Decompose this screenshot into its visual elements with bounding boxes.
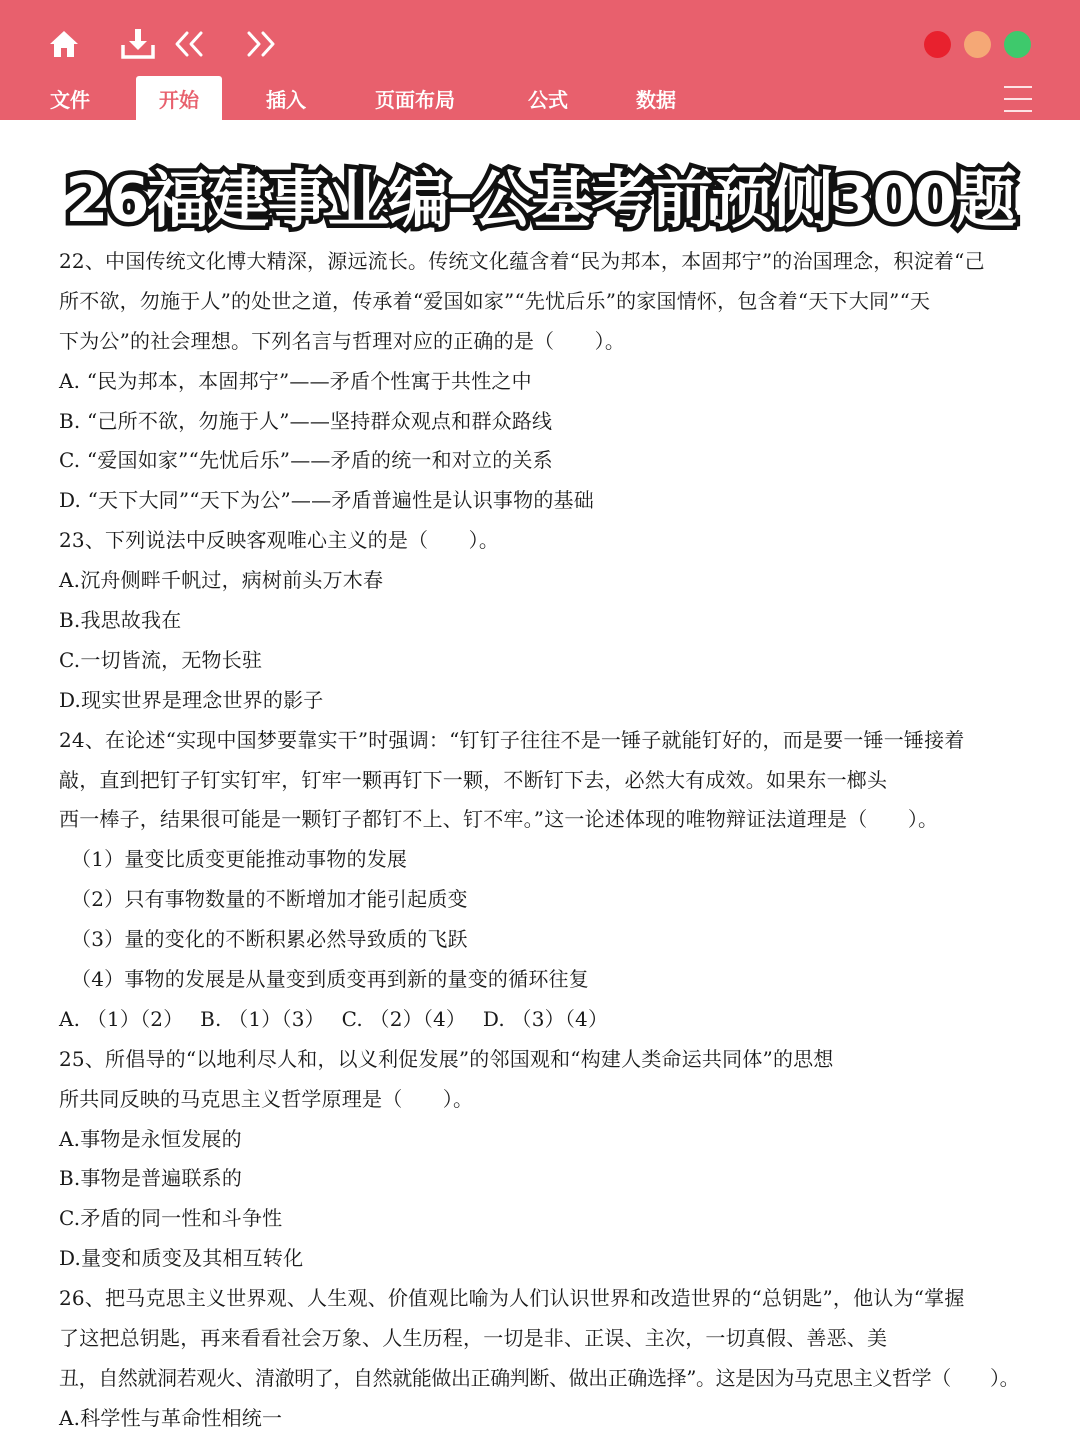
- back-icon[interactable]: [172, 30, 206, 58]
- q23-option-c: C.一切皆流，无物长驻: [59, 647, 263, 672]
- q25-option-a: A.事物是永恒发展的: [59, 1126, 242, 1151]
- q22-option-c: C. “爱国如家”“先忧后乐”——矛盾的统一和对立的关系: [59, 448, 553, 473]
- menu-insert[interactable]: 插入: [266, 87, 306, 112]
- q24-line-2: 敲，直到把钉子钉实钉牢，钉牢一颗再钉下一颗，不断钉下去，必然大有成效。如果东一榔头: [59, 767, 888, 792]
- window-maximize-dot[interactable]: [1004, 31, 1031, 58]
- q23-option-b: B.我思故我在: [59, 608, 182, 633]
- menu-data[interactable]: 数据: [636, 87, 676, 112]
- q22-line-3: 下为公”的社会理想。下列名言与哲理对应的正确的是（ ）。: [59, 328, 626, 353]
- q26-line-3: 丑，自然就洞若观火、清澈明了，自然就能做出正确判断、做出正确选择”。这是因为马克思主义哲学（ ）。: [59, 1365, 1020, 1390]
- q24-statement-1: （1）量变比质变更能推动事物的发展: [71, 847, 408, 872]
- q25-option-c: C.矛盾的同一性和斗争性: [59, 1206, 283, 1231]
- q26-line-2: 了这把总钥匙，再来看看社会万象、人生历程，一切是非、正误、主次，一切真假、善恶、美: [59, 1326, 888, 1351]
- q24-line-1: 24、在论述“实现中国梦要靠实干”时强调：“钉钉子往往不是一锤子就能钉好的，而是要一锤一锤接着: [59, 727, 965, 752]
- q26-option-a: A.科学性与革命性相统一: [59, 1405, 283, 1430]
- q24-statement-2: （2）只有事物数量的不断增加才能引起质变: [71, 887, 468, 912]
- q22-option-b: B. “己所不欲，勿施于人”——坚持群众观点和群众路线: [59, 408, 553, 433]
- page-title: 26福建事业编-公基考前预侧300题: [65, 163, 1015, 236]
- menu-file[interactable]: 文件: [50, 87, 90, 112]
- q22-option-a: A. “民为邦本，本固邦宁”——矛盾个性寓于共性之中: [59, 368, 532, 393]
- q25-option-d: D.量变和质变及其相互转化: [59, 1246, 304, 1271]
- q22-option-d: D. “天下大同”“天下为公”——矛盾普遍性是认识事物的基础: [59, 488, 594, 513]
- q23-option-d: D.现实世界是理念世界的影子: [59, 687, 324, 712]
- q24-statement-4: （4）事物的发展是从量变到质变再到新的量变的循环往复: [71, 967, 589, 992]
- q25-line-2: 所共同反映的马克思主义哲学原理是（ ）。: [59, 1086, 474, 1111]
- q25-line-1: 25、所倡导的“以地利尽人和，以义利促发展”的邻国观和“构建人类命运共同体”的思想: [59, 1046, 834, 1071]
- q23-stem: 23、下列说法中反映客观唯心主义的是（ ）。: [59, 528, 500, 553]
- window-minimize-dot[interactable]: [964, 31, 991, 58]
- q24-line-3: 西一棒子，结果很可能是一颗钉子都钉不上、钉不牢。”这一论述体现的唯物辩证法道理是（ ）。: [59, 807, 939, 832]
- q25-option-b: B.事物是普遍联系的: [59, 1166, 243, 1191]
- menu-home[interactable]: 开始: [136, 76, 222, 120]
- q26-line-1: 26、把马克思主义世界观、人生观、价值观比喻为人们认识世界和改造世界的“总钥匙”，他认为“掌握: [59, 1286, 965, 1311]
- q24-statement-3: （3）量的变化的不断积累必然导致质的飞跃: [71, 927, 468, 952]
- q24-options: A. （1）（2） B. （1）（3） C. （2）（4） D. （3）（4）: [59, 1006, 609, 1031]
- q23-option-a: A.沉舟侧畔千帆过，病树前头万木春: [59, 568, 384, 593]
- download-icon[interactable]: [120, 26, 156, 60]
- q22-line-2: 所不欲，勿施于人”的处世之道，传承着“爱国如家”“先忧后乐”的家国情怀，包含着“天下大同”“天: [59, 288, 931, 313]
- hamburger-menu-icon[interactable]: [1004, 86, 1032, 112]
- document-body: [59, 242, 1049, 1439]
- home-icon[interactable]: [48, 28, 80, 60]
- q22-line-1: 22、中国传统文化博大精深，源远流长。传统文化蕴含着“民为邦本，本固邦宁”的治国理念，积淀着“己: [59, 249, 985, 273]
- menu-page-layout[interactable]: 页面布局: [375, 87, 455, 112]
- toolbar: [0, 0, 1080, 120]
- forward-icon[interactable]: [244, 30, 278, 58]
- menu-formula[interactable]: 公式: [528, 87, 568, 112]
- window-close-dot[interactable]: [924, 31, 951, 58]
